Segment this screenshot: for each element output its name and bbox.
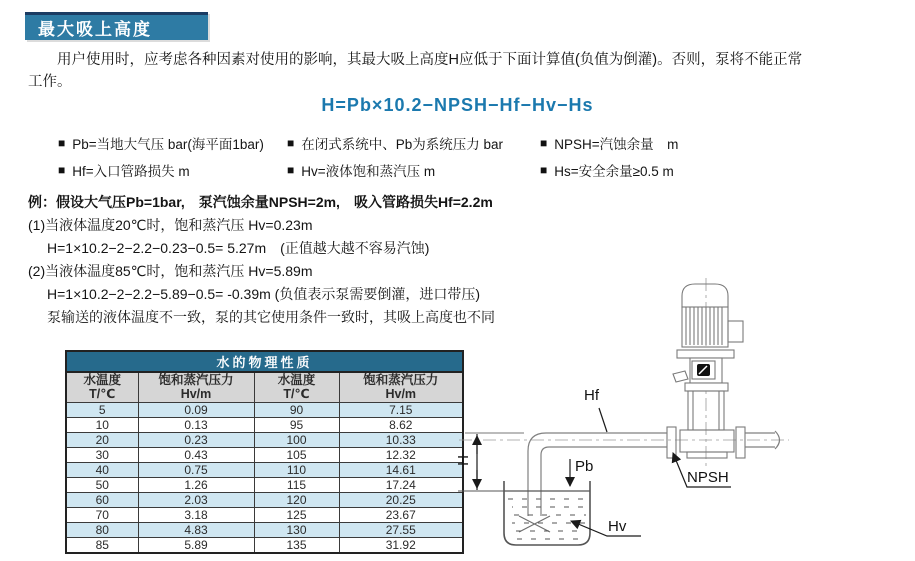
- hf-label: Hf: [584, 387, 599, 404]
- square-bullet-icon: ■: [58, 136, 66, 150]
- table-row: [66, 417, 463, 432]
- hv-label: Hv: [608, 518, 627, 535]
- intro-line-2: 工作。: [28, 74, 72, 90]
- example-case2-calculation: H=1×10.2−2−2.2−5.89−0.5= -0.39m (负值表示泵需要倒灌，进口带压): [47, 286, 481, 302]
- table-cell: 0.09: [138, 402, 254, 417]
- legend-item-text: 在闭式系统中、Pb为系统压力 bar: [301, 137, 504, 152]
- table-cell: 31.92: [339, 537, 463, 553]
- worked-example: [28, 191, 495, 329]
- table-cell: 4.83: [138, 522, 254, 537]
- column-header: 水温度 T/℃: [66, 372, 138, 402]
- table-cell: 120: [254, 492, 339, 507]
- table-title: 水的物理性质: [66, 351, 463, 372]
- table-cell: 135: [254, 537, 339, 553]
- example-note: 泵输送的液体温度不一致，泵的其它使用条件一致时，其吸上高度也不同: [47, 309, 495, 325]
- motor: [682, 284, 743, 347]
- column-header: 水温度 T/℃: [254, 372, 339, 402]
- table-cell: 105: [254, 447, 339, 462]
- table-cell: 14.61: [339, 462, 463, 477]
- pump-system-drawing: [455, 275, 915, 561]
- table-row: [66, 402, 463, 417]
- table-cell: 40: [66, 462, 138, 477]
- square-bullet-icon: ■: [287, 136, 295, 150]
- page-title: [25, 12, 208, 40]
- table-cell: 100: [254, 432, 339, 447]
- water-table-body: [66, 402, 463, 553]
- legend-item: [287, 133, 540, 153]
- table-cell: 60: [66, 492, 138, 507]
- table-row: [66, 432, 463, 447]
- hf-leader-line: [599, 408, 607, 432]
- table-cell: 0.75: [138, 462, 254, 477]
- motor-fins: [686, 307, 722, 345]
- column-header: 饱和蒸汽压力 Hv/m: [138, 372, 254, 402]
- square-bullet-icon: ■: [287, 163, 295, 177]
- table-cell: 0.43: [138, 447, 254, 462]
- table-cell: 70: [66, 507, 138, 522]
- square-bullet-icon: ■: [540, 136, 548, 150]
- square-bullet-icon: ■: [540, 163, 548, 177]
- foot-valve: [519, 516, 550, 532]
- table-cell: 85: [66, 537, 138, 553]
- centerlines: [459, 278, 789, 468]
- suction-height-formula: H=Pb×10.2−NPSH−Hf−Hv−Hs: [321, 95, 594, 115]
- table-cell: 7.15: [339, 402, 463, 417]
- table-row: [66, 522, 463, 537]
- table-cell: 80: [66, 522, 138, 537]
- vent-plug: [673, 371, 688, 382]
- legend-item: [58, 133, 287, 153]
- table-cell: 20: [66, 432, 138, 447]
- table-cell: 0.13: [138, 417, 254, 432]
- table-cell: 30: [66, 447, 138, 462]
- table-cell: 5: [66, 402, 138, 417]
- table-cell: 110: [254, 462, 339, 477]
- table-row: [66, 462, 463, 477]
- example-case1-condition: (1)当液体温度20℃时，饱和蒸汽压 Hv=0.23m: [28, 217, 313, 233]
- table-cell: 90: [254, 402, 339, 417]
- table-title-row: [66, 351, 463, 372]
- suction-pipe: [519, 433, 667, 532]
- table-cell: 2.03: [138, 492, 254, 507]
- table-cell: 50: [66, 477, 138, 492]
- table-cell: 17.24: [339, 477, 463, 492]
- legend-item: [58, 160, 287, 180]
- discharge-flange: [736, 427, 745, 458]
- pump-base: [680, 430, 734, 452]
- table-cell: 1.26: [138, 477, 254, 492]
- table-row: [66, 447, 463, 462]
- table-cell: 95: [254, 417, 339, 432]
- table-cell: 10.33: [339, 432, 463, 447]
- table-row: [66, 477, 463, 492]
- example-case2-condition: (2)当液体温度85℃时，饱和蒸汽压 Hv=5.89m: [28, 263, 313, 279]
- intro-paragraph: [28, 49, 888, 93]
- table-row: [66, 492, 463, 507]
- table-cell: 115: [254, 477, 339, 492]
- table-cell: 125: [254, 507, 339, 522]
- square-bullet-icon: ■: [58, 163, 66, 177]
- legend-item: [540, 160, 858, 180]
- legend-item-text: Hv=液体饱和蒸汽压 m: [301, 164, 436, 179]
- suction-tank: [504, 481, 590, 545]
- table-cell: 20.25: [339, 492, 463, 507]
- npsh-label: NPSH: [687, 469, 729, 486]
- h-label: H: [454, 455, 472, 466]
- table-cell: 0.23: [138, 432, 254, 447]
- table-cell: 5.89: [138, 537, 254, 553]
- water-hatching: [508, 499, 586, 539]
- legend-item: [287, 160, 540, 180]
- example-heading: 例：假设大气压Pb=1bar, 泵汽蚀余量NPSH=2m, 吸入管路损失Hf=2.2m: [28, 194, 493, 210]
- intro-line-1: 用户使用时，应考虑各种因素对使用的影响，其最大吸上高度H应低于下面计算值(负值为倒灌)。否则，泵将不能正常: [57, 52, 803, 68]
- suction-flange: [667, 427, 676, 458]
- pb-label: Pb: [575, 458, 594, 475]
- variable-legend: [58, 133, 858, 180]
- table-cell: 12.32: [339, 447, 463, 462]
- table-cell: 8.62: [339, 417, 463, 432]
- legend-item: [540, 133, 858, 153]
- column-header: 饱和蒸汽压力 Hv/m: [339, 372, 463, 402]
- base-plinth: [687, 452, 727, 458]
- legend-item-text: NPSH=汽蚀余量 m: [554, 137, 679, 152]
- table-row: [66, 507, 463, 522]
- table-cell: 130: [254, 522, 339, 537]
- page-title-text: 最大吸上高度: [38, 20, 152, 39]
- table-cell: 3.18: [138, 507, 254, 522]
- table-cell: 23.67: [339, 507, 463, 522]
- pump-installation-diagram: [455, 275, 915, 561]
- table-header-row: [66, 372, 463, 402]
- example-case1-calculation: H=1×10.2−2−2.2−0.23−0.5= 5.27m (正值越大越不容易汽蚀): [47, 240, 430, 256]
- table-row: [66, 537, 463, 553]
- legend-item-text: Hf=入口管路损失 m: [72, 164, 190, 179]
- terminal-box: [728, 321, 743, 342]
- legend-item-text: Pb=当地大气压 bar(海平面1bar): [72, 137, 264, 152]
- water-properties-table: [65, 350, 464, 554]
- table-cell: 10: [66, 417, 138, 432]
- table-cell: 27.55: [339, 522, 463, 537]
- legend-item-text: Hs=安全余量≥0.5 m: [554, 164, 674, 179]
